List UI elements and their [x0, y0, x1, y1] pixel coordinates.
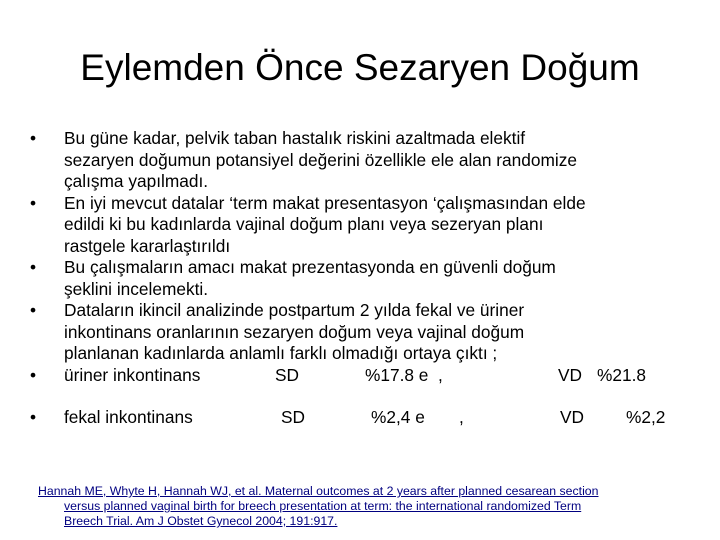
bullet-line: Bu güne kadar, pelvik taban hastalık riskini azaltmada elektif [64, 128, 526, 148]
fecal-incontinence-row [30, 407, 700, 429]
vd-value: %21.8 [597, 364, 647, 385]
bullet-dot: • [30, 364, 37, 385]
stat-label: üriner inkontinans [64, 364, 201, 385]
bullet-dot: • [30, 406, 37, 427]
bullet-line: Bu çalışmaların amacı makat prezentasyonda en güvenli doğum [64, 257, 556, 277]
bullet-line: çalışma yapılmadı. [64, 171, 209, 191]
slide-title: Eylemden Önce Sezaryen Doğum [80, 47, 640, 88]
bullet-line: şeklini incelemekti. [64, 278, 209, 299]
stat-label: fekal inkontinans [64, 406, 193, 427]
reference-citation [38, 484, 688, 529]
bullet-line: Dataların ikincil analizinde postpartum 2 yılda fekal ve üriner [64, 300, 525, 320]
bullet-line: inkontinans oranlarının sezaryen doğum veya vajinal doğum [64, 321, 525, 342]
bullet-line: planlanan kadınlarda anlamlı farklı olmadığı ortaya çıktı ; [64, 343, 498, 363]
urinary-incontinence-row [30, 365, 700, 387]
bullet-item [30, 128, 700, 193]
bullet-item [30, 193, 700, 258]
vd-label: VD [558, 364, 583, 385]
sd-value: %17.8 e , [365, 364, 443, 385]
sd-label: SD [281, 406, 306, 427]
bullet-line: rastgele kararlaştırıldı [64, 235, 231, 256]
bullet-line: sezaryen doğumun potansiyel değerini özellikle ele alan randomize [64, 149, 577, 170]
bullet-item [30, 257, 700, 300]
bullet-dot: • [30, 192, 37, 213]
bullet-list [30, 128, 700, 429]
vd-label: VD [560, 406, 585, 427]
bullet-line: edildi ki bu kadınlarda vajinal doğum planı veya sezeryan planı [64, 214, 544, 234]
reference-link-line[interactable]: Breech Trial. Am J Obstet Gynecol 2004; 191:917. [64, 514, 338, 528]
vd-value: %2,2 [626, 406, 666, 427]
bullet-dot: • [30, 128, 37, 148]
sd-label: SD [275, 364, 300, 385]
bullet-item [30, 300, 700, 365]
reference-link-line[interactable]: versus planned vaginal birth for breech presentation at term: the international randomized Term [64, 499, 582, 513]
sd-value: %2,4 e [371, 406, 425, 427]
bullet-dot: • [30, 300, 37, 320]
bullet-line: En iyi mevcut datalar ‘term makat presentasyon ‘çalışmasından elde [64, 192, 586, 213]
reference-link-line[interactable]: Hannah ME, Whyte H, Hannah WJ, et al. Maternal outcomes at 2 years after planned cesarean section [38, 484, 599, 498]
comma-separator: , [459, 406, 464, 427]
bullet-dot: • [30, 257, 37, 277]
